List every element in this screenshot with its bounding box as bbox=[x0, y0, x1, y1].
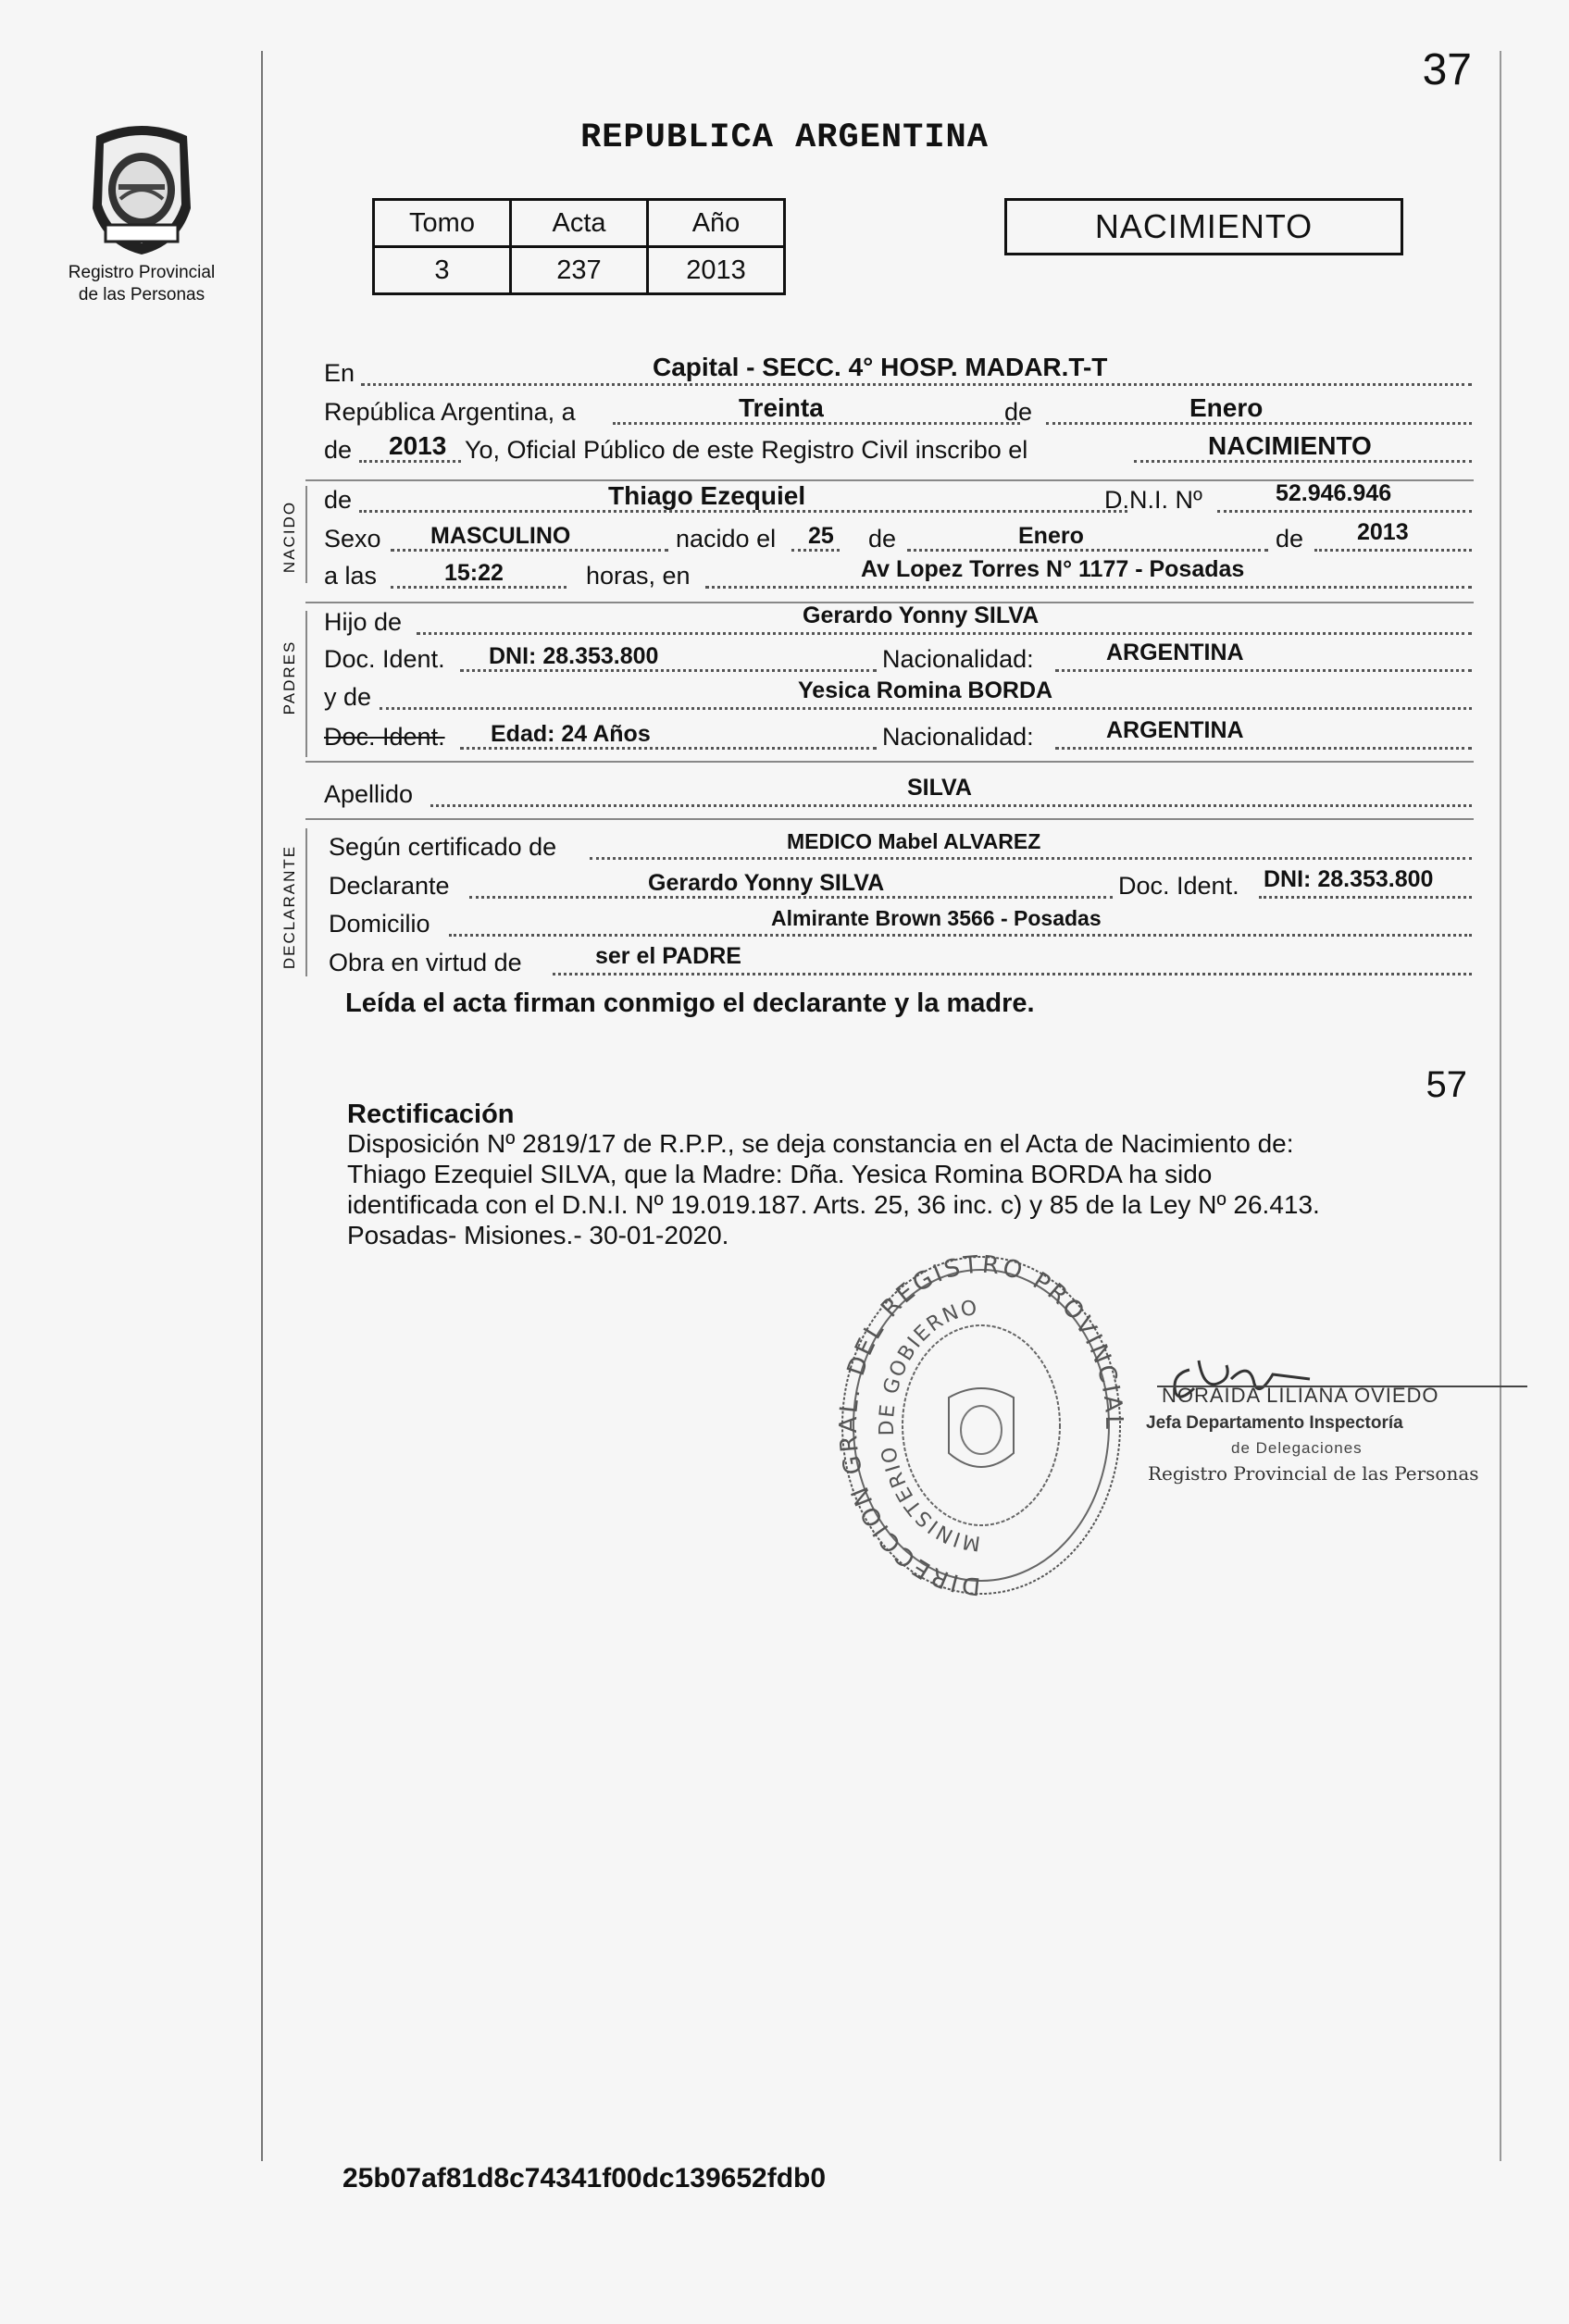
horas-en-label: horas, en bbox=[586, 562, 691, 590]
nacido-el-label: nacido el bbox=[676, 525, 777, 553]
line-certificado bbox=[329, 828, 1472, 865]
declarante-section-label: DECLARANTE bbox=[280, 844, 298, 970]
line-mother-doc bbox=[324, 718, 1472, 755]
register-value-row bbox=[374, 247, 785, 294]
de-label: de bbox=[1004, 398, 1033, 426]
dotted-line bbox=[705, 586, 1472, 589]
father-name-value: Gerardo Yonny SILVA bbox=[803, 603, 1040, 628]
signer-office: Registro Provincial de las Personas bbox=[1148, 1462, 1479, 1485]
acta-header: Acta bbox=[511, 200, 648, 247]
tomo-value: 3 bbox=[374, 247, 511, 294]
page-number: 37 bbox=[1422, 45, 1472, 94]
declarante-bracket bbox=[305, 828, 307, 976]
anio-header: Año bbox=[648, 200, 785, 247]
line-place bbox=[324, 354, 1472, 391]
en-label: En bbox=[324, 359, 355, 387]
signer-department: de Delegaciones bbox=[1231, 1439, 1363, 1457]
place-value: Capital - SECC. 4° HOSP. MADAR.T-T bbox=[653, 353, 1108, 381]
father-nationality-value: ARGENTINA bbox=[1106, 640, 1244, 665]
line-time bbox=[324, 557, 1472, 594]
dotted-line bbox=[1217, 510, 1472, 513]
child-dni-value: 52.946.946 bbox=[1276, 480, 1392, 506]
dotted-line bbox=[1055, 747, 1472, 750]
birth-time-value: 15:22 bbox=[444, 560, 504, 586]
section-divider bbox=[305, 818, 1474, 820]
official-stamp-icon bbox=[828, 1240, 1134, 1610]
document-title: REPUBLICA ARGENTINA bbox=[580, 118, 989, 157]
anio-value: 2013 bbox=[648, 247, 785, 294]
dotted-line bbox=[417, 632, 1472, 635]
certificado-value: MEDICO Mabel ALVAREZ bbox=[787, 829, 1041, 853]
apellido-value: SILVA bbox=[907, 775, 972, 801]
birth-month-value: Enero bbox=[1018, 523, 1084, 549]
line-father bbox=[324, 603, 1472, 640]
svg-text:MINISTERIO DE GOBIERNO bbox=[876, 1297, 982, 1555]
sexo-label: Sexo bbox=[324, 525, 381, 553]
line-apellido bbox=[324, 776, 1472, 813]
domicilio-value: Almirante Brown 3566 - Posadas bbox=[771, 906, 1102, 930]
signer-title: Jefa Departamento Inspectoría bbox=[1146, 1413, 1403, 1433]
line-name bbox=[324, 481, 1472, 518]
tomo-header: Tomo bbox=[374, 200, 511, 247]
official-stamp bbox=[828, 1240, 1134, 1615]
right-margin-line bbox=[1500, 51, 1501, 2161]
mother-nationality-value: ARGENTINA bbox=[1106, 717, 1244, 743]
logo-caption-line2: de las Personas bbox=[78, 285, 205, 304]
rectification-line1: Disposición Nº 2819/17 de R.P.P., se deja constancia en el Acta de Nacimiento de: bbox=[347, 1129, 1294, 1158]
rectification-body bbox=[347, 1128, 1463, 1250]
birth-year-value: 2013 bbox=[1357, 519, 1409, 545]
line-domicilio bbox=[329, 905, 1472, 942]
line-sex bbox=[324, 520, 1472, 557]
dotted-line bbox=[907, 549, 1268, 552]
section-divider bbox=[305, 761, 1474, 763]
dotted-line bbox=[449, 934, 1472, 937]
line-obra bbox=[329, 944, 1472, 981]
dotted-line bbox=[1314, 549, 1472, 552]
act-type-box: NACIMIENTO bbox=[1004, 198, 1403, 255]
stamp-inner-text: MINISTERIO DE GOBIERNO bbox=[875, 1296, 982, 1555]
nacido-section-label: NACIDO bbox=[280, 500, 298, 574]
closing-statement: Leída el acta firman conmigo el declarante y la madre. bbox=[345, 988, 1035, 1018]
nacionalidad-label-2: Nacionalidad: bbox=[882, 723, 1034, 751]
declarante-label: Declarante bbox=[329, 872, 450, 900]
de-label-2: de bbox=[324, 436, 353, 464]
nacido-bracket bbox=[305, 486, 307, 583]
rectification-line2: Thiago Ezequiel SILVA, que la Madre: Dña. Yesica Romina BORDA ha sido bbox=[347, 1160, 1213, 1188]
dotted-line bbox=[361, 383, 1472, 386]
dotted-line bbox=[553, 973, 1472, 976]
birth-place-value: Av Lopez Torres N° 1177 - Posadas bbox=[861, 556, 1245, 582]
logo-caption bbox=[54, 262, 230, 306]
logo-caption-line1: Registro Provincial bbox=[68, 263, 216, 282]
day-value: Treinta bbox=[739, 393, 824, 422]
dotted-line bbox=[590, 857, 1472, 860]
birth-day-value: 25 bbox=[808, 523, 834, 549]
padres-bracket bbox=[305, 611, 307, 757]
register-header-row bbox=[374, 200, 785, 247]
mother-doc-value: Edad: 24 Años bbox=[491, 721, 651, 747]
dotted-line bbox=[380, 707, 1472, 710]
line-mother bbox=[324, 678, 1472, 715]
line-date bbox=[324, 393, 1472, 430]
child-name-value: Thiago Ezequiel bbox=[608, 481, 806, 510]
signer-name: NORAIDA LILIANA OVIEDO bbox=[1162, 1384, 1439, 1407]
dni-label: D.N.I. Nº bbox=[1104, 486, 1202, 514]
apellido-label: Apellido bbox=[324, 780, 414, 808]
obra-label: Obra en virtud de bbox=[329, 949, 522, 976]
month-value: Enero bbox=[1189, 393, 1264, 422]
dotted-line bbox=[430, 804, 1472, 807]
stamp-outer-text: DIRECCION GRAL. DEL REGISTRO PROVINCIAL bbox=[834, 1250, 1128, 1600]
padres-section-label: PADRES bbox=[280, 640, 298, 715]
register-table bbox=[372, 198, 786, 295]
acta-value: 237 bbox=[511, 247, 648, 294]
rectification-line3: identificada con el D.N.I. Nº 19.019.187. Arts. 25, 36 inc. c) y 85 de la Ley Nº 26.413. bbox=[347, 1190, 1320, 1219]
sex-value: MASCULINO bbox=[430, 523, 571, 549]
rectification-title: Rectificación bbox=[347, 1100, 515, 1129]
de-label-3: de bbox=[324, 486, 353, 514]
a-las-label: a las bbox=[324, 562, 378, 590]
domicilio-label: Domicilio bbox=[329, 910, 430, 938]
de-label-4: de bbox=[868, 525, 897, 553]
dotted-line bbox=[1055, 669, 1472, 672]
obra-value: ser el PADRE bbox=[595, 943, 741, 969]
line-father-doc bbox=[324, 640, 1472, 677]
y-de-label: y de bbox=[324, 683, 372, 711]
declarante-doc-value: DNI: 28.353.800 bbox=[1264, 866, 1434, 892]
de-label-5: de bbox=[1276, 525, 1304, 553]
doc-ident-label-3: Doc. Ident. bbox=[1118, 872, 1239, 900]
line-year bbox=[324, 431, 1472, 468]
certificado-label: Según certificado de bbox=[329, 833, 557, 861]
yo-label: Yo, Oficial Público de este Registro Civil inscribo el bbox=[465, 436, 1028, 464]
rectification-line4: Posadas- Misiones.- 30-01-2020. bbox=[347, 1221, 729, 1249]
republic-label: República Argentina, a bbox=[324, 398, 576, 426]
rectification-number: 57 bbox=[1426, 1064, 1467, 1105]
doc-ident-label-2: Doc. Ident. bbox=[324, 723, 445, 751]
hijo-de-label: Hijo de bbox=[324, 608, 403, 636]
nacionalidad-label: Nacionalidad: bbox=[882, 645, 1034, 673]
father-doc-value: DNI: 28.353.800 bbox=[489, 643, 659, 669]
mother-name-value: Yesica Romina BORDA bbox=[798, 677, 1053, 703]
registered-type-value: NACIMIENTO bbox=[1208, 431, 1372, 460]
doc-ident-label: Doc. Ident. bbox=[324, 645, 445, 673]
line-declarante bbox=[329, 867, 1472, 904]
document-hash: 25b07af81d8c74341f00dc139652fdb0 bbox=[342, 2163, 827, 2194]
left-margin-line bbox=[261, 51, 263, 2161]
year-value: 2013 bbox=[389, 431, 447, 460]
dotted-line bbox=[1259, 896, 1472, 899]
declarante-value: Gerardo Yonny SILVA bbox=[648, 870, 885, 896]
